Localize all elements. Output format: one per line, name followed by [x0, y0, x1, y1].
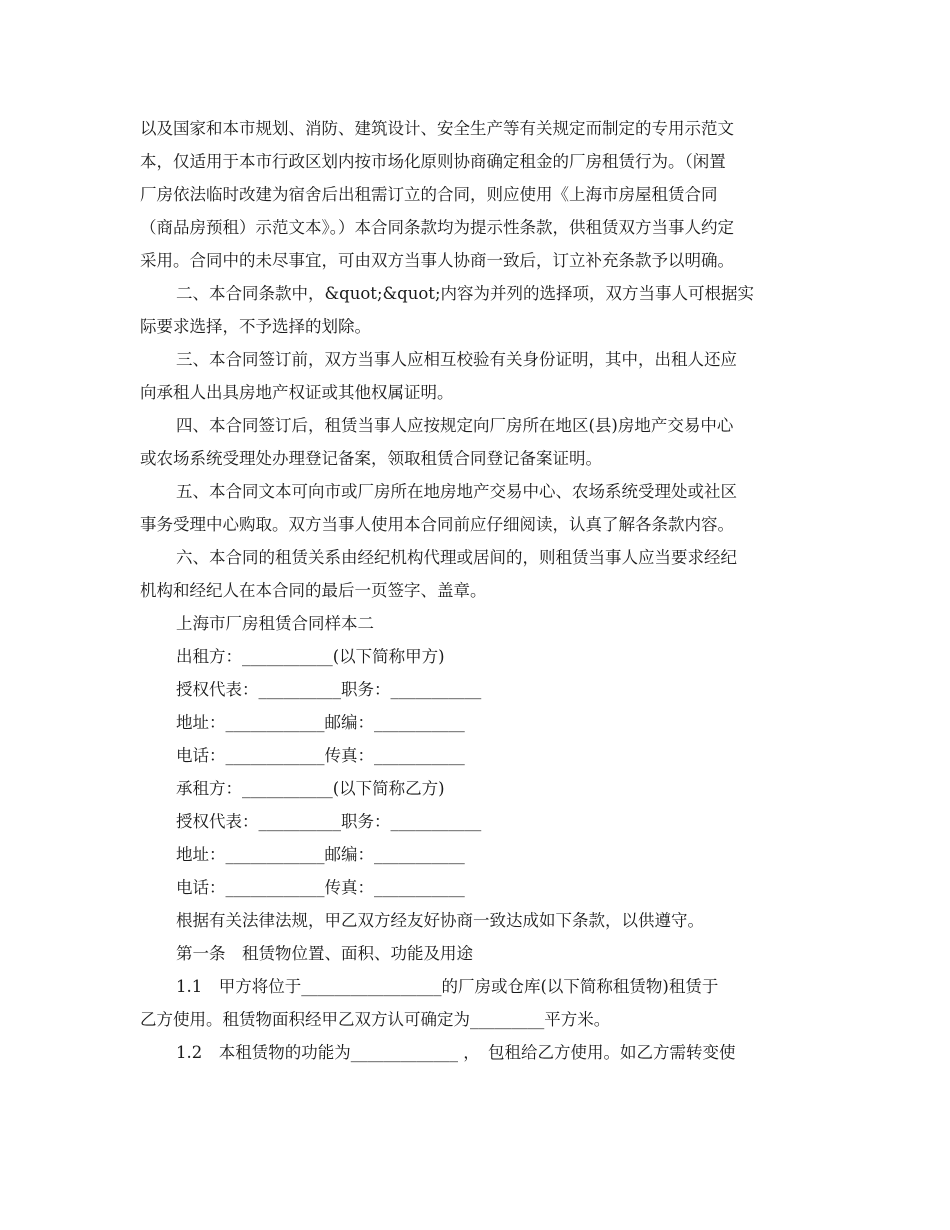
paragraph-line: （商品房预租）示范文本》。）本合同条款均为提示性条款，供租赁双方当事人约定	[140, 218, 734, 237]
lessee-phone-field: 电话：____________传真：___________	[176, 878, 465, 897]
paragraph-line: 六、本合同的租赁关系由经纪机构代理或居间的，则租赁当事人应当要求经纪	[176, 548, 737, 567]
paragraph-line: 以及国家和本市规划、消防、建筑设计、安全生产等有关规定而制定的专用示范文	[140, 119, 734, 138]
lessor-phone-field: 电话：____________传真：___________	[176, 746, 465, 765]
paragraph-line: 五、本合同文本可向市或厂房所在地房地产交易中心、农场系统受理处或社区	[176, 482, 737, 501]
paragraph-line: 机构和经纪人在本合同的最后一页签字、盖章。	[140, 581, 487, 600]
clause-line: 1.1 甲方将位于_________________的厂房或仓库(以下简称租赁物)租赁于	[176, 977, 719, 996]
paragraph-line: 事务受理中心购取。双方当事人使用本合同前应仔细阅读，认真了解各条款内容。	[140, 515, 734, 534]
paragraph-line: 三、本合同签订前，双方当事人应相互校验有关身份证明，其中，出租人还应	[176, 350, 737, 369]
article-heading: 第一条 租赁物位置、面积、功能及用途	[176, 944, 473, 963]
clause-line: 1.2 本租赁物的功能为_____________ ， 包租给乙方使用。如乙方需转变使	[176, 1043, 736, 1062]
section-title: 上海市厂房租赁合同样本二	[176, 614, 374, 633]
lessor-field: 出租方：___________(以下简称甲方)	[176, 647, 445, 666]
lessor-representative-field: 授权代表：__________职务：___________	[176, 680, 482, 699]
paragraph-line: 四、本合同签订后，租赁当事人应按规定向厂房所在地区(县)房地产交易中心	[176, 416, 734, 435]
lessee-field: 承租方：___________(以下简称乙方)	[176, 779, 445, 798]
lessee-address-field: 地址：____________邮编：___________	[176, 845, 465, 864]
paragraph-line: 采用。合同中的未尽事宜，可由双方当事人协商一致后，订立补充条款予以明确。	[140, 251, 734, 270]
paragraph-line: 根据有关法律法规，甲乙双方经友好协商一致达成如下条款，以供遵守。	[176, 911, 704, 930]
lessor-address-field: 地址：____________邮编：___________	[176, 713, 465, 732]
paragraph-line: 二、本合同条款中，&quot;&quot;内容为并列的选择项，双方当事人可根据实	[176, 284, 754, 303]
clause-line: 乙方使用。租赁物面积经甲乙双方认可确定为_________平方米。	[140, 1010, 611, 1029]
paragraph-line: 本，仅适用于本市行政区划内按市场化原则协商确定租金的厂房租赁行为。（闲置	[140, 152, 726, 171]
paragraph-line: 或农场系统受理处办理登记备案，领取租赁合同登记备案证明。	[140, 449, 602, 468]
lessee-representative-field: 授权代表：__________职务：___________	[176, 812, 482, 831]
paragraph-line: 向承租人出具房地产权证或其他权属证明。	[140, 383, 454, 402]
paragraph-line: 际要求选择，不予选择的划除。	[140, 317, 371, 336]
paragraph-line: 厂房依法临时改建为宿舍后出租需订立的合同，则应使用《上海市房屋租赁合同	[140, 185, 718, 204]
